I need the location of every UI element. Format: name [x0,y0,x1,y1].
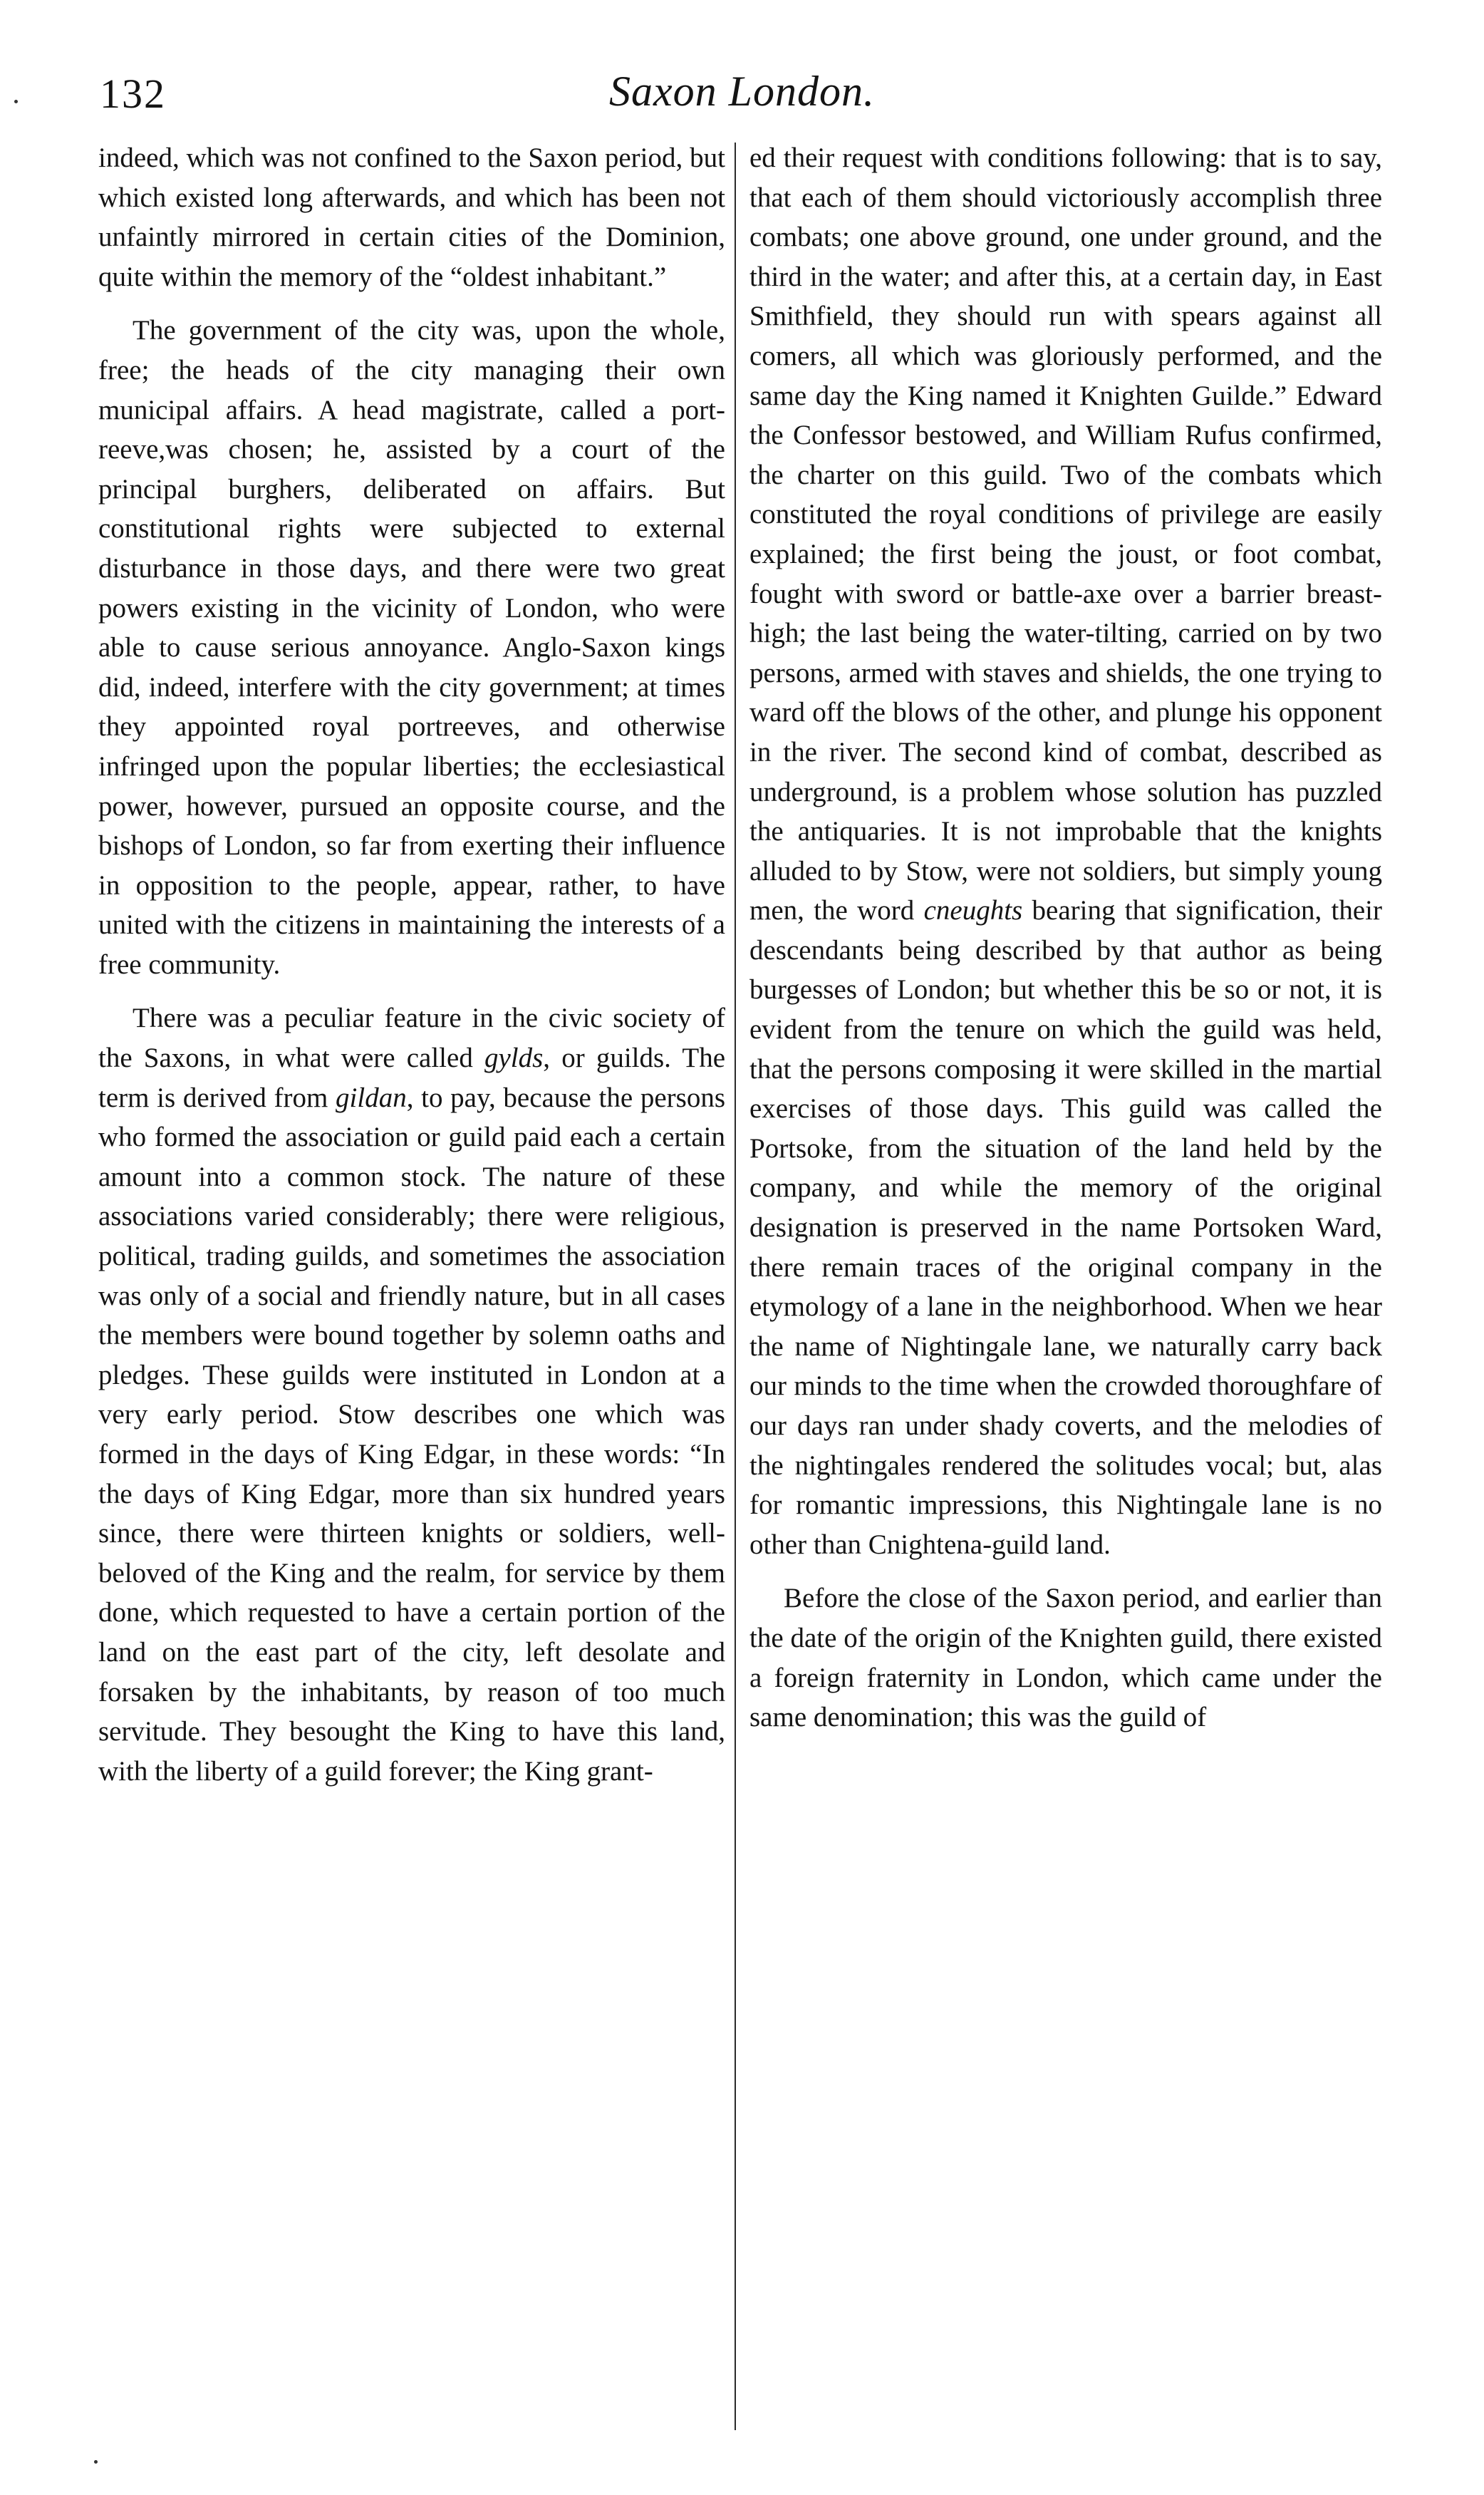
column-divider [735,143,736,2430]
text-run: , or guilds. The term is derived from [98,1043,725,1113]
text-run: , to pay, because the persons who formed the association or guild paid each a certain amount into a common stock. The nature of these associations varied considerably; there were religious, political, trading guilds, and sometimes the association was only of a social and friendly nature, but in all cases the members were bound together by solemn oaths and pledges. These guilds were instituted in London at a very early period. Stow describes one which was formed in the days of King Edgar, in these words: “In the days of King Edgar, more than six hundred years since, there were thirteen knights or soldiers, well-beloved of the King and the realm, for service by them done, which requested to have a certain portion of the land on the east part of the city, left desolate and forsaken by the inhabitants, by reason of too much servitude. They besought the King to have this land, with the liberty of a guild forever; the King grant- [98,1082,726,1787]
italic-term-cneughts: cneughts [923,895,1023,926]
paragraph-government: The government of the city was, upon the whole, free; the heads of the city managing their own municipal affairs. A head magistrate, called a port-reeve,was chosen; he, assisted by a court of the principal burghers, deliberated on affairs. But constitutional rights were subjected to external disturbance in those days, and there were two great powers existing in the vicinity of London, who were able to cause serious annoyance. Anglo-Saxon kings did, indeed, interfere with the city government; at times they appointed royal portreeves, and otherwise infringed upon the popular liberties; the ecclesiastical power, however, pursued an opposite course, and the bishops of London, so far from exerting their influence in opposition to the people, appear, rather, to have united with the citizens in maintaining the interests of a free community. [98,315,725,980]
left-column [98,138,725,1791]
paragraph-guilds [98,998,725,1791]
print-speck [14,100,18,103]
page-header [0,0,1484,157]
print-speck [94,2460,98,2464]
paragraph-knighten-guild [749,138,1382,1564]
text-run: bearing that signification, their descendants being described by that author as being burgesses of London; but whether this be so or not, it is evident from the tenure on which the guild was held, that the persons composing it were skilled in the martial exercises of those days. This guild was called the Portsoke, from the situation of the land held by the company, and while the memory of the original designation is preserved in the name Portsoken Ward, there remain traces of the original company in the etymology of a lane in the neighborhood. When we hear the name of Nightingale lane, we naturally carry back our minds to the time when the crowded thoroughfare of our days ran under shady coverts, and the melodies of the nightingales rendered the solitudes vocal; but, alas for romantic impressions, this Nightingale lane is no other than Cnightena-guild land. [749,895,1382,1560]
text-run: ed their request with conditions following: that is to say, that each of them should victoriously accomplish three combats; one above ground, one under ground, and the third in the water; and after this, at a certain day, in East Smithfield, they should run with spears against all comers, all which was gloriously performed, and the same day the King named it Knighten Guilde.” Edward the Confessor bestowed, and William Rufus confirmed, the charter on this guild. Two of the combats which constituted the royal conditions of privilege are easily explained; the first being the joust, or foot combat, fought with sword or battle-axe over a barrier breast-high; the last being the water-tilting, carried on by two persons, armed with staves and shields, the one trying to ward off the blows of the other, and plunge his opponent in the river. The second kind of combat, described as underground, is a problem whose solution has puzzled the antiquaries. It is not improbable that the knights alluded to by Stow, were not soldiers, but simply young men, the word [749,143,1382,926]
italic-term-gylds: gylds [484,1043,544,1074]
italic-term-gildan: gildan [336,1082,407,1113]
right-column [749,138,1382,1737]
text-run: There was a peculiar feature in the civic society of the Saxons, in what were called [98,1003,725,1074]
paragraph-continued: indeed, which was not confined to the Saxon period, but which existed long afterwards, and which has been not unfaintly mirrored in certain cities of the Dominion, quite within the memory of the “oldest inhabitant.” [98,143,725,292]
page-number: 132 [100,71,166,117]
running-title: Saxon London. [609,68,875,115]
paragraph-foreign-fraternity: Before the close of the Saxon period, and earlier than the date of the origin of the Knighten guild, there existed a foreign fraternity in London, which came under the same denomination; this was the guild of [749,1583,1382,1733]
